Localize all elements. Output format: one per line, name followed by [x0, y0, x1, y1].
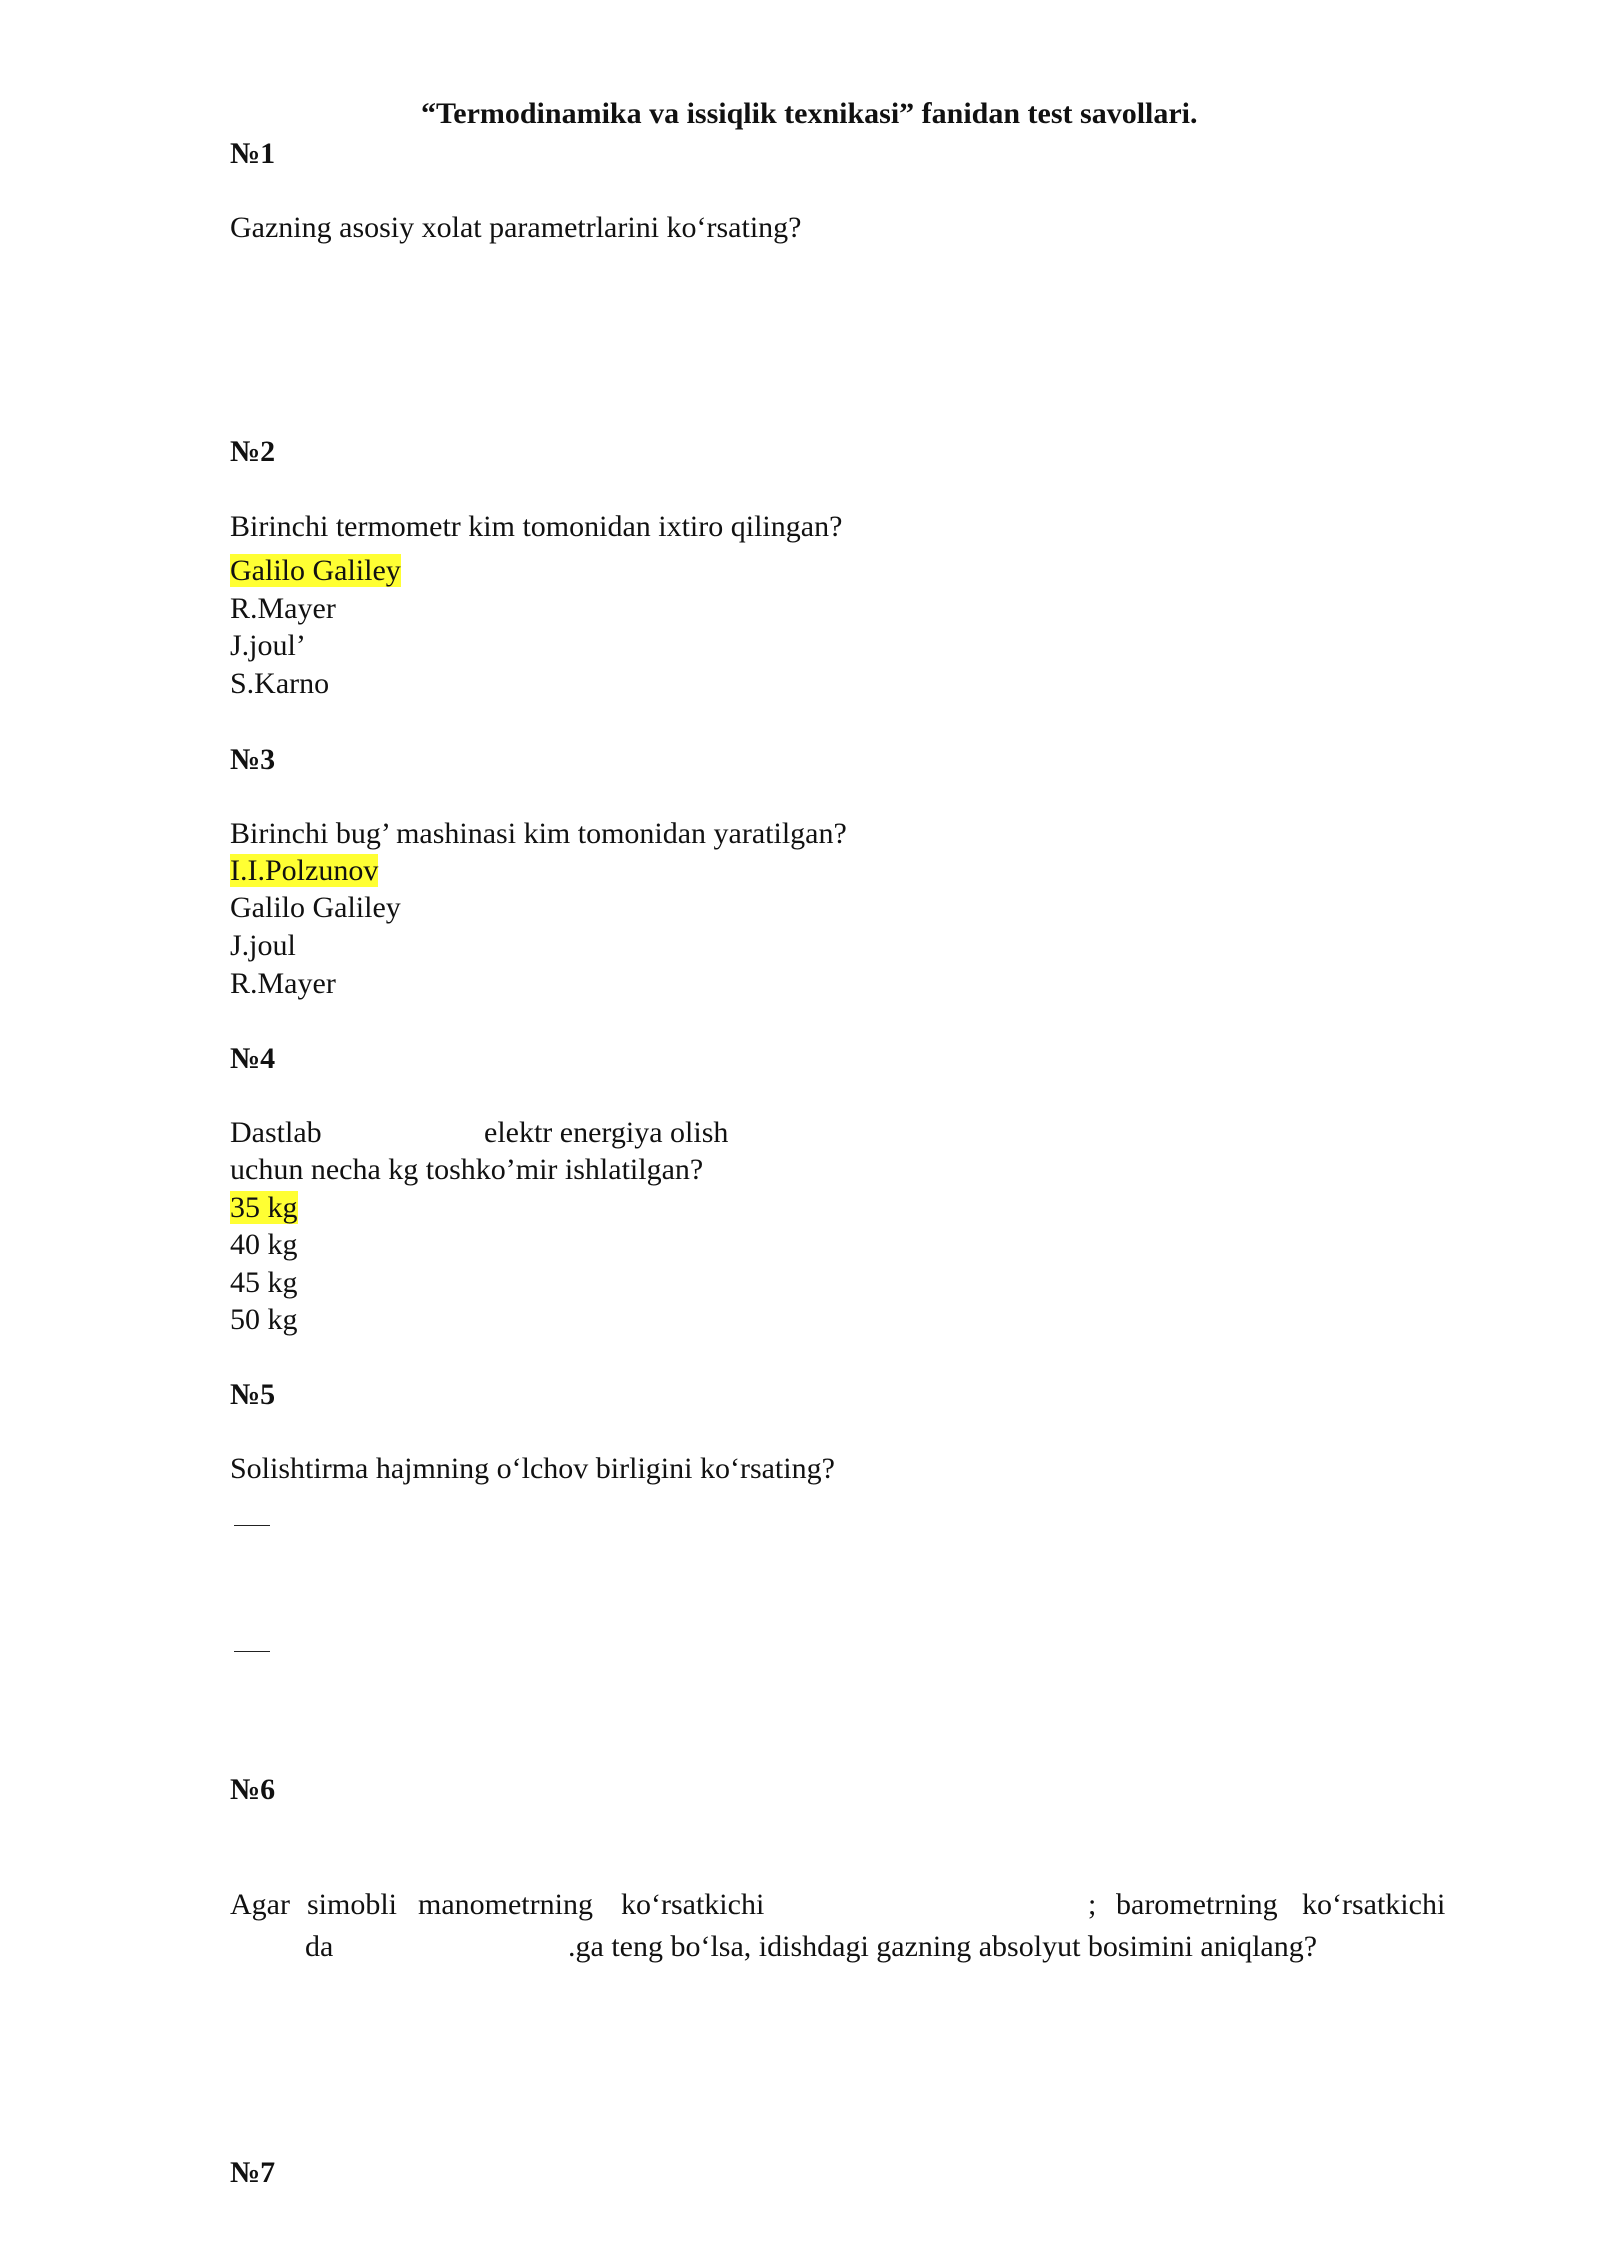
question-4-answer-3: 45 kg [230, 1266, 298, 1299]
question-2-answer-1 [230, 553, 401, 589]
highlighted-answer: I.I.Polzunov [230, 854, 379, 887]
question-6-word: Agar [230, 1888, 290, 1921]
question-4-answer-4: 50 kg [230, 1303, 298, 1336]
question-6-word: ko‘rsatkichi [621, 1888, 765, 1921]
highlighted-answer: Galilo Galiley [230, 554, 401, 587]
question-6-text-end: .ga teng bo‘lsa, idishdagi gazning absolyut bosimini aniqlang? [568, 1930, 1318, 1963]
question-5-text: Solishtirma hajmning o‘lchov birligini ko‘rsating? [230, 1452, 835, 1485]
question-3-answer-4: R.Mayer [230, 967, 336, 1000]
question-4-answer-2: 40 kg [230, 1228, 298, 1261]
question-6-word: da [305, 1930, 334, 1963]
question-2-text: Birinchi termometr kim tomonidan ixtiro qilingan? [230, 510, 843, 543]
question-1-text: Gazning asosiy xolat parametrlarini ko‘rsating? [230, 211, 802, 244]
question-3-answer-3: J.joul [230, 929, 296, 962]
question-2-answer-3: J.joul’ [230, 629, 306, 662]
question-2-answer-4: S.Karno [230, 667, 330, 700]
question-6-word: manometrning [418, 1888, 593, 1921]
question-5-number: №5 [230, 1378, 276, 1411]
question-2-answer-2: R.Mayer [230, 592, 336, 625]
question-3-answer-2: Galilo Galiley [230, 891, 401, 924]
question-4-text-start: Dastlab [230, 1116, 322, 1149]
question-6-word: barometrning [1116, 1888, 1278, 1921]
document-title: “Termodinamika va issiqlik texnikasi” fanidan test savollari. [421, 97, 1198, 130]
fraction-bar [234, 1651, 270, 1652]
question-4-answer-1 [230, 1190, 298, 1226]
question-2-number: №2 [230, 435, 276, 468]
question-1-number: №1 [230, 137, 276, 170]
question-4-number: №4 [230, 1042, 276, 1075]
question-4-text-line2: uchun necha kg toshko’mir ishlatilgan? [230, 1153, 704, 1186]
question-6-word: ko‘rsatkichi [1302, 1888, 1446, 1921]
question-3-number: №3 [230, 743, 276, 776]
question-6-word: simobli [307, 1888, 398, 1921]
question-4-text-middle: elektr energiya olish [484, 1116, 729, 1149]
question-7-number: №7 [230, 2156, 276, 2189]
question-3-text: Birinchi bug’ mashinasi kim tomonidan yaratilgan? [230, 817, 847, 850]
question-6-number: №6 [230, 1773, 276, 1806]
question-6-word: ; [1088, 1888, 1097, 1921]
highlighted-answer: 35 kg [230, 1191, 298, 1224]
question-3-answer-1 [230, 853, 378, 889]
fraction-bar [234, 1525, 270, 1526]
